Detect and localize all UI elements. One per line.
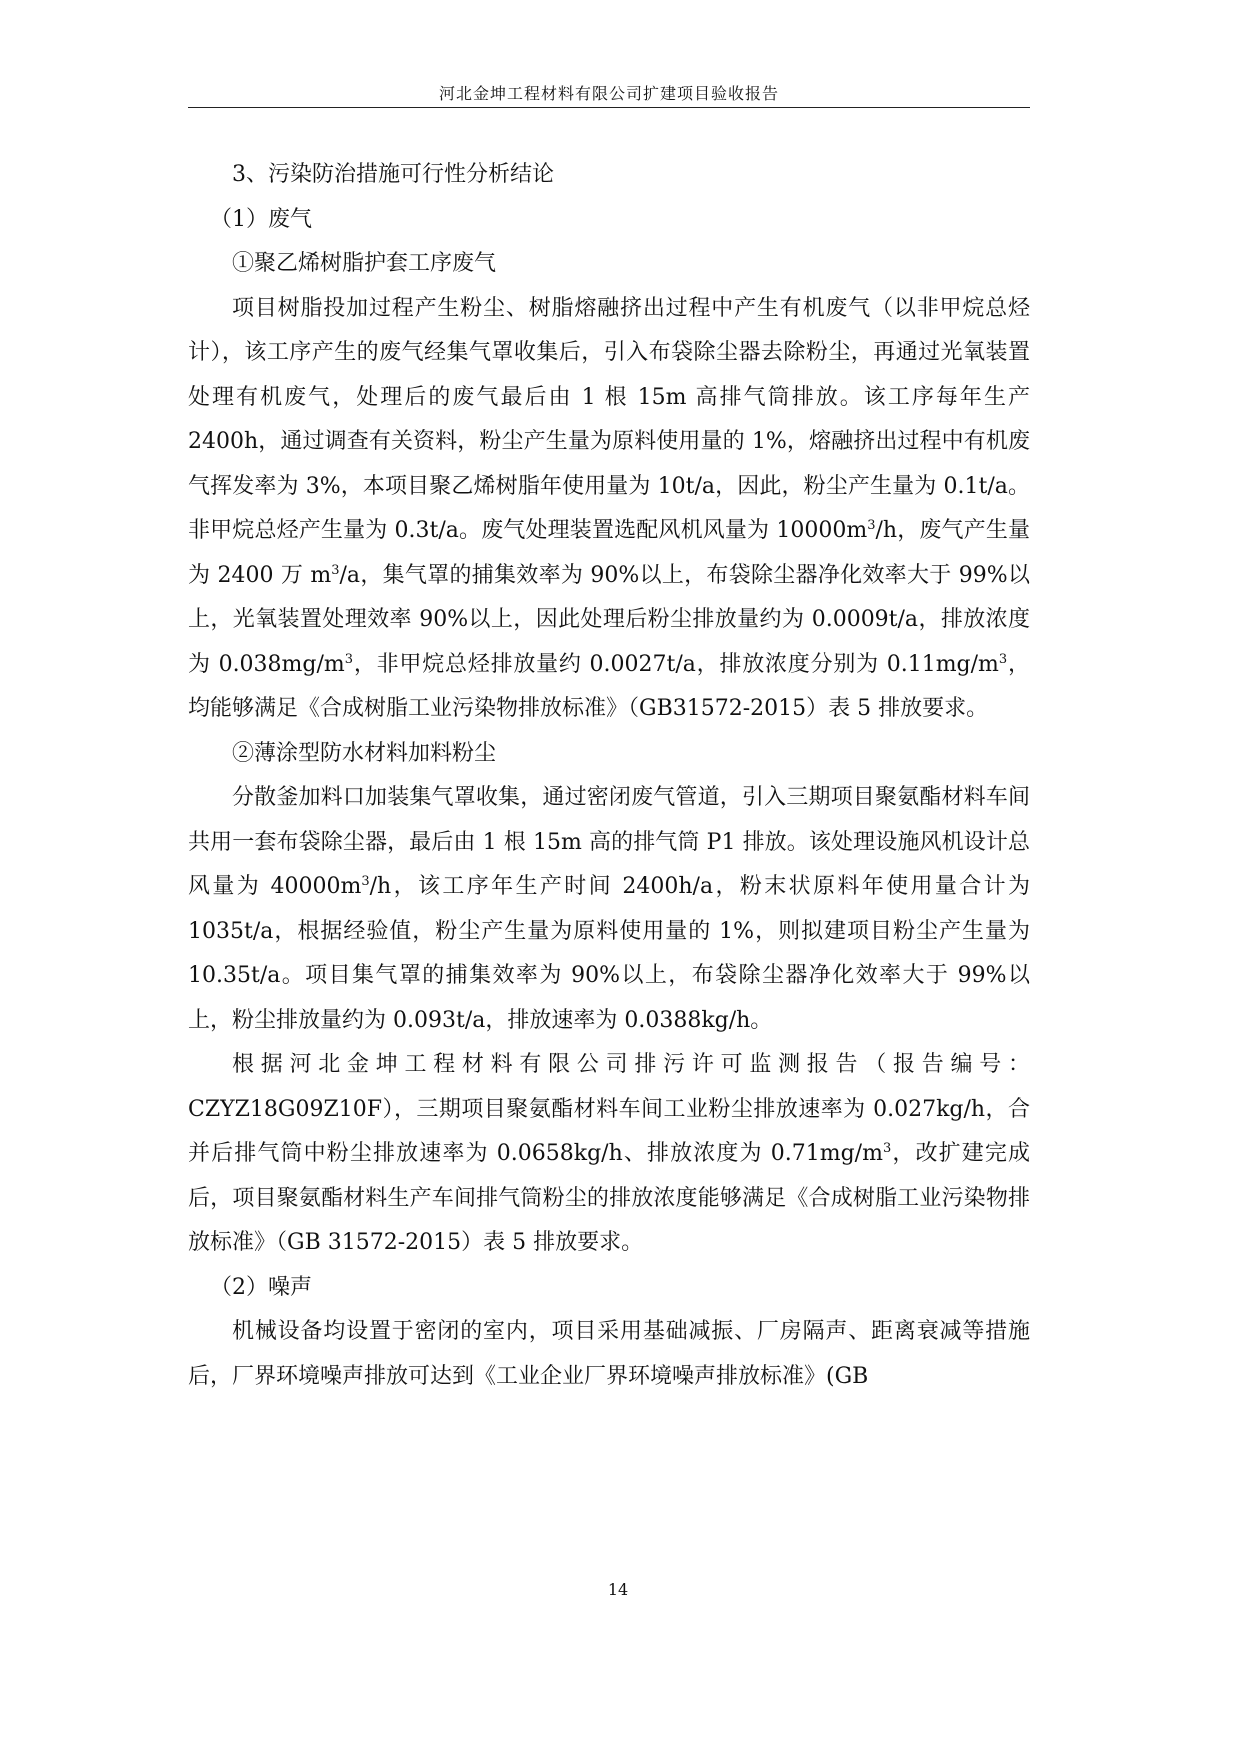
text: /a，集气罩的捕集效率为 90%以上，布袋除尘器净化效率大于 99%以上，光氧装置处理效率 90%以上，因此处理后粉尘排放量约为 0.0009t/a，排放浓度为 0.038mg/m bbox=[188, 562, 1030, 677]
paragraph-polyethylene bbox=[188, 287, 1030, 732]
text: 项目树脂投加过程产生粉尘、树脂熔融挤出过程中产生有机废气（以非甲烷总烃计），该工序产生的废气经集气罩收集后，引入布袋除尘器去除粉尘，再通过光氧装置处理有机废气，处理后的废气最后由 1 根 15m 高排气筒排放。该工序每年生产 2400h，通过调查有关资料，粉尘产生量为原料使用量的 1%，熔融挤出过程中有机废气挥发率为 3%，本项目聚乙烯树脂年使用量为 10t/a，因此，粉尘产生量为 0.1t/a。非甲烷总烃产生量为 0.3t/a。废气处理装置选配风机风量为 10000m bbox=[188, 295, 1030, 543]
text: CZYZ18G09Z10F），三期项目聚氨酯材料车间工业粉尘排放速率为 0.027kg/h，合并后排气筒中粉尘排放速率为 0.0658kg/h、排放浓度为 0.71mg/m bbox=[188, 1096, 1030, 1166]
text: ，非甲烷总烃排放量约 0.0027t/a，排放浓度分别为 0.11mg/m bbox=[353, 651, 999, 677]
running-header: 河北金坤工程材料有限公司扩建项目验收报告 bbox=[438, 84, 779, 103]
superscript: 3 bbox=[998, 651, 1008, 667]
text: 分散釜加料口加装集气罩收集，通过密闭废气管道，引入三期项目聚氨酯材料车间共用一套布袋除尘器，最后由 1 根 15m 高的排气筒 P1 排放。该处理设施风机设计总风量为 40000m bbox=[188, 785, 1030, 899]
subsection-heading-noise: （2）噪声 bbox=[210, 1274, 312, 1300]
text: /h，该工序年生产时间 2400h/a，粉末状原料年使用量合计为 1035t/a，根据经验值，粉尘产生量为原料使用量的 1%，则拟建项目粉尘产生量为 10.35t/a。项目集气罩的捕集效率为 90%以上，布袋除尘器净化效率大于 99%以上，粉尘排放量约为 0.093t/a，排放速率为 0.0388kg/h。 bbox=[188, 874, 1030, 1033]
superscript: 3 bbox=[344, 651, 354, 667]
paragraph-coating bbox=[188, 776, 1030, 1043]
text: ，均能够满足《合成树脂工业污染物排放标准》（GB31572-2015）表 5 排放要求。 bbox=[188, 651, 1030, 721]
superscript: 3 bbox=[867, 518, 876, 534]
superscript: 3 bbox=[882, 1141, 892, 1157]
paragraph-noise: 机械设备均设置于密闭的室内，项目采用基础减振、厂房隔声、距离衰减等措施后，厂界环境噪声排放可达到《工业企业厂界环境噪声排放标准》(GB bbox=[188, 1319, 1030, 1389]
document-body bbox=[188, 153, 1030, 1399]
section-heading: 3、污染防治措施可行性分析结论 bbox=[232, 162, 554, 187]
item-heading-polyethylene: ①聚乙烯树脂护套工序废气 bbox=[232, 251, 497, 276]
text: /h，废气产生量为 2400 万 m bbox=[188, 518, 1030, 588]
item-heading-coating: ②薄涂型防水材料加料粉尘 bbox=[232, 740, 497, 766]
page-number: 14 bbox=[607, 1580, 629, 1599]
superscript: 3 bbox=[361, 874, 370, 890]
paragraph-report-ref-line1: 根据河北金坤工程材料有限公司排污许可监测报告（报告编号： bbox=[232, 1052, 1030, 1077]
text: ，改扩建完成后，项目聚氨酯材料生产车间排气筒粉尘的排放浓度能够满足《合成树脂工业污染物排放标准》（GB 31572-2015）表 5 排放要求。 bbox=[188, 1141, 1030, 1255]
paragraph-report-ref bbox=[188, 1088, 1030, 1266]
superscript: 3 bbox=[331, 562, 340, 578]
header-divider bbox=[188, 107, 1030, 108]
subsection-heading-waste-gas: （1）废气 bbox=[210, 206, 312, 232]
